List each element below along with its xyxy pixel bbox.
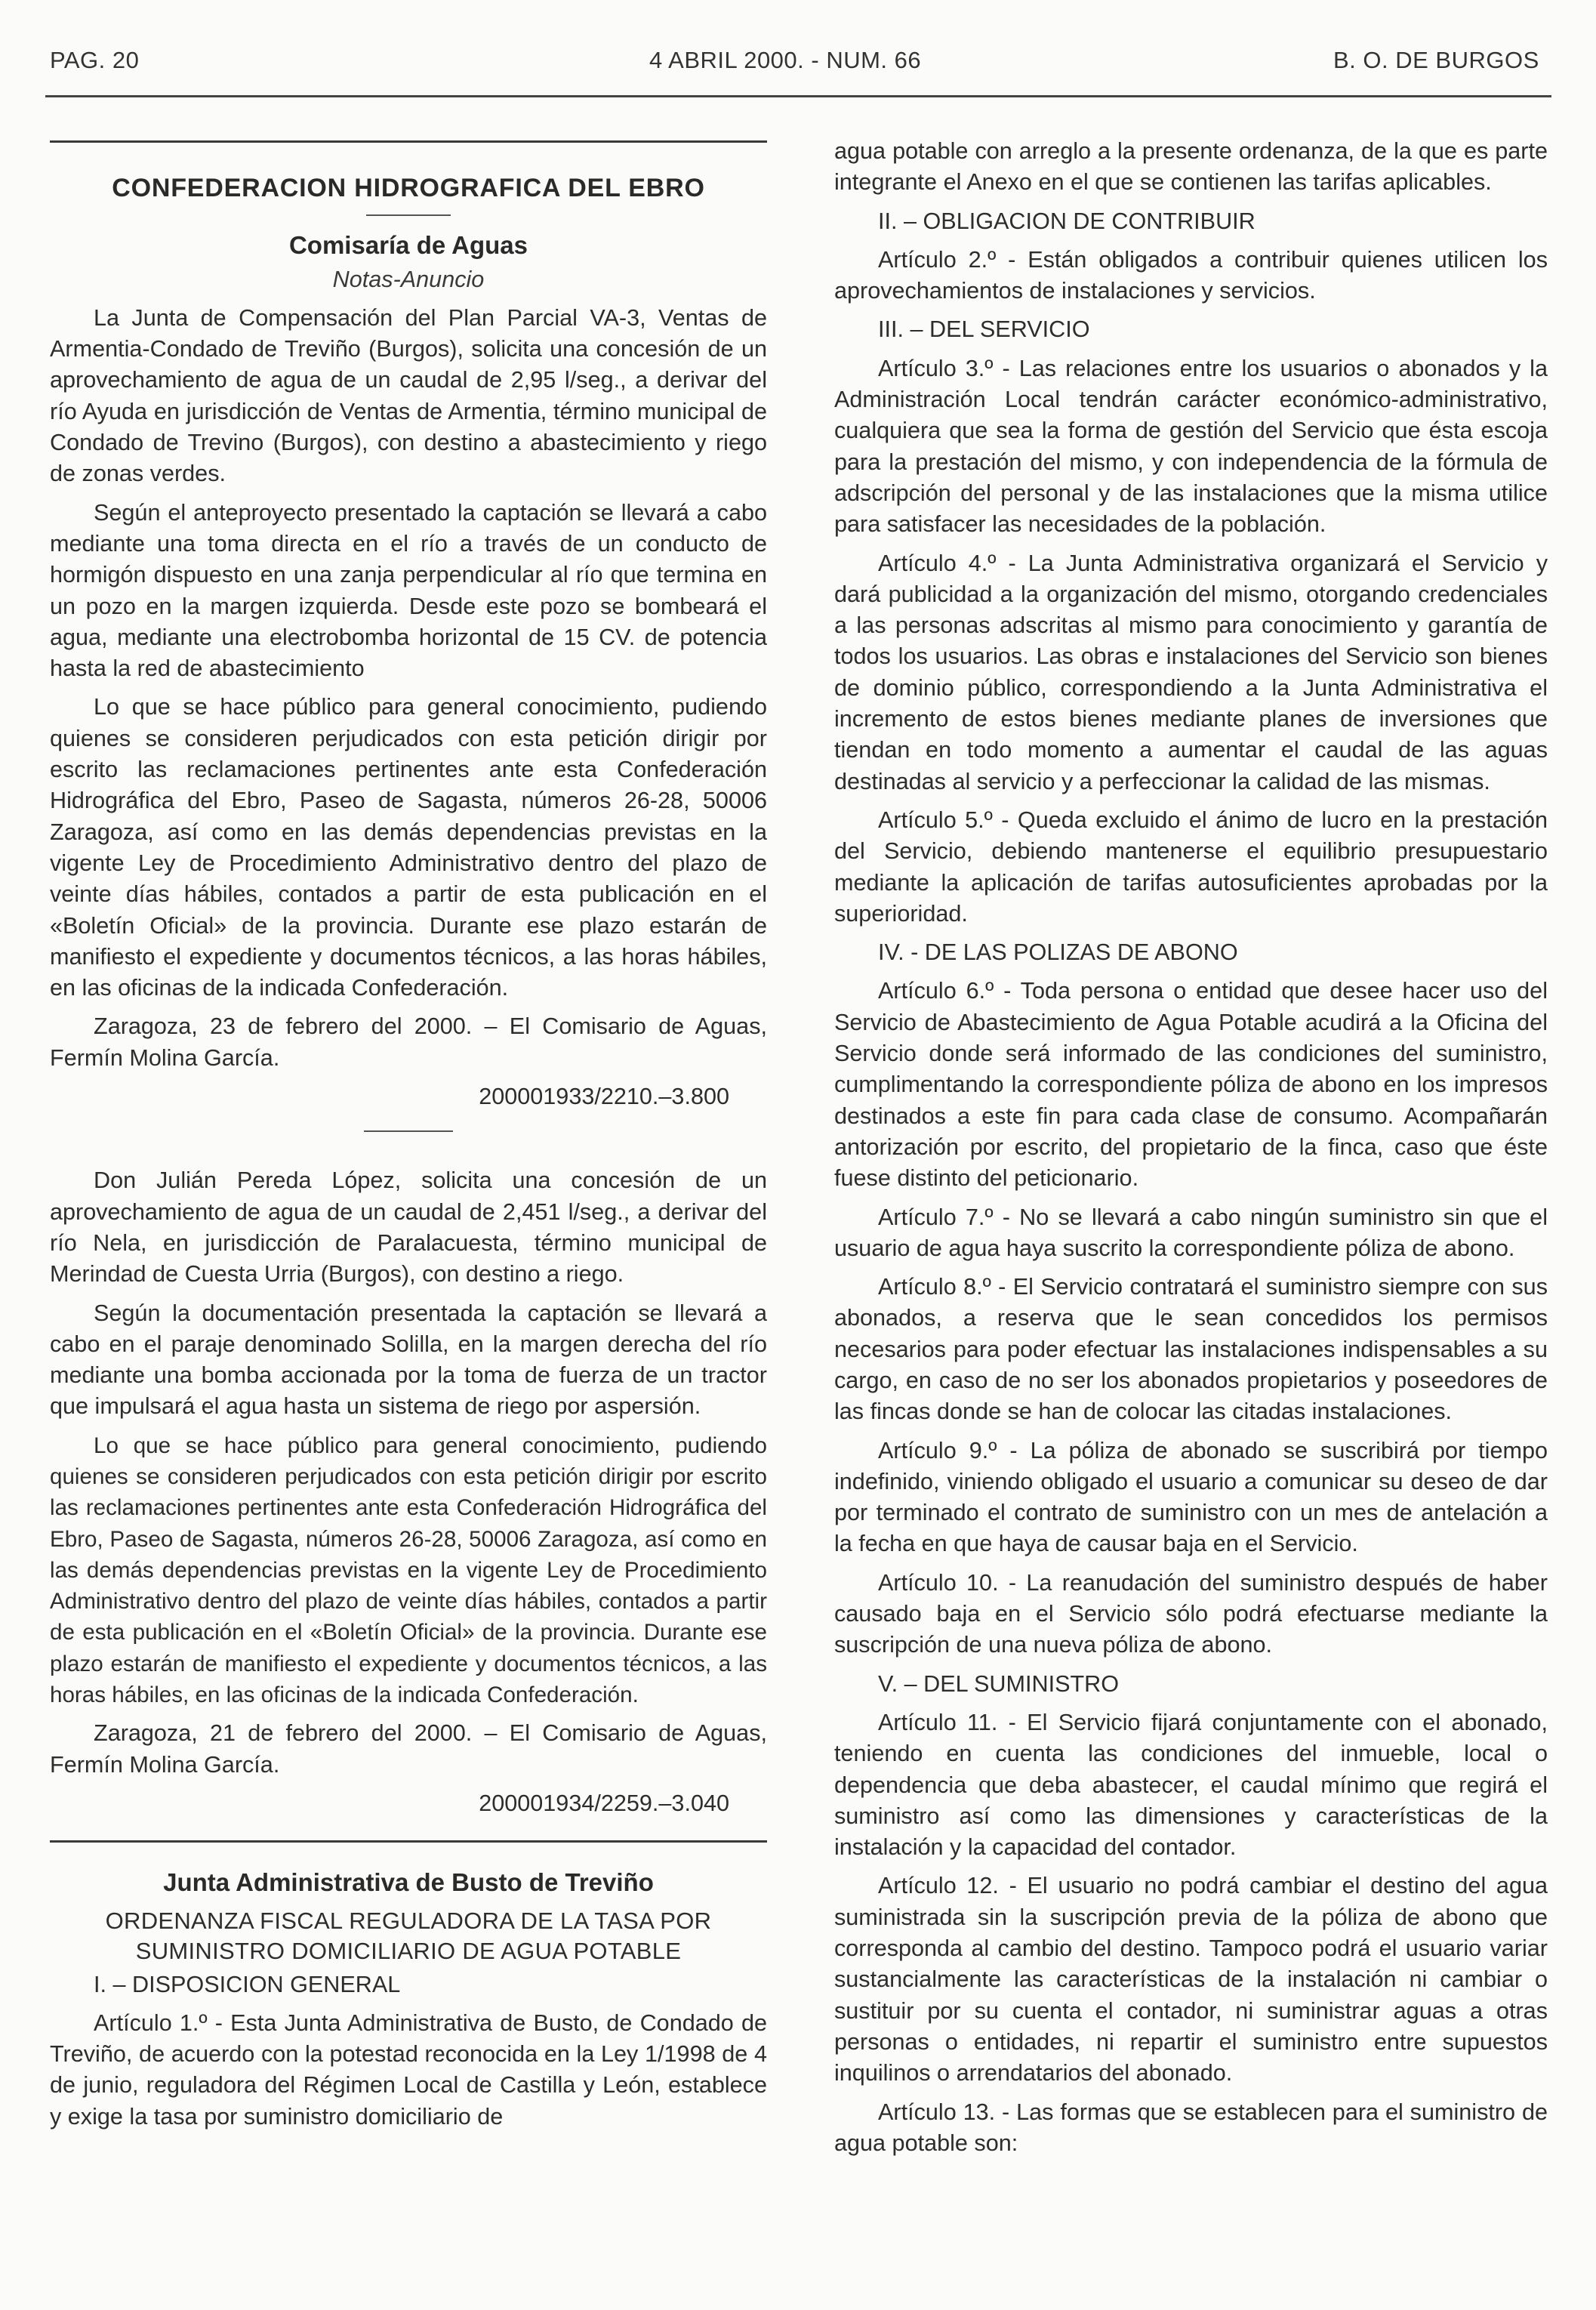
org-title-junta: Junta Administrativa de Busto de Treviño: [163, 1868, 654, 1897]
section-heading: I. – DISPOSICION GENERAL: [94, 1971, 401, 1997]
paragraph: Según la documentación presentada la captación se llevará a cabo en el paraje denominado Solilla, en la margen derecha del río mediante una bomba accionada por la toma de fuerza de un tractor que impulsará el agua hasta un sistema de riego por aspersión.: [50, 1300, 767, 1420]
department-title: Comisaría de Aguas: [288, 231, 528, 260]
article-2: Artículo 2.º - Están obligados a contribuir quienes utilicen los aprovechamientos de instalaciones y servicios.: [834, 246, 1548, 304]
section-heading: V. – DEL SUMINISTRO: [878, 1670, 1120, 1697]
paragraph: La Junta de Compensación del Plan Parcial VA-3, Ventas de Armentia-Condado de Treviño (Burgos), solicita una concesión de un aprovechamiento de agua de un caudal de 2,95 l/seg., a derivar del río Ayuda en jurisdicción de Ventas de Armentia, término municipal de Condado de Trevino (Burgos), con destino a abastecimiento y riego de zonas verdes.: [50, 304, 767, 487]
article-12: Artículo 12. - El usuario no podrá cambiar el destino del agua suministrada sin la suscripción previa de la póliza de abono que corresponda al cambio del destino. Tampoco podrá el usuario variar sustancialmente las características de la instalación ni cambiar o sustituir por su cuenta el contador, ni suministrar aguas a otras personas o entidades, ni repartir el suministro entre supuestos inquilinos o arrendatarios del abonado.: [834, 1873, 1548, 2086]
notice-label: Notas-Anuncio: [332, 266, 485, 292]
left-column: [50, 121, 767, 2140]
paragraph: Lo que se hace público para general conocimiento, pudiendo quienes se consideren perjudicados con esta petición dirigir por escrito las reclamaciones pertinentes ante esta Confederación Hidrográfica del Ebro, Paseo de Sagasta, números 26-28, 50006 Zaragoza, así como en las demás dependencias previstas en la vigente Ley de Procedimiento Administrativo dentro del plazo de veinte días hábiles, contados a partir de esta publicación en el «Boletín Oficial» de la provincia. Durante ese plazo estarán de manifiesto el expediente y documentos técnicos, a las horas hábiles, en las oficinas de la indicada Confederación.: [50, 1433, 767, 1708]
article-6: Artículo 6.º - Toda persona o entidad que desee hacer uso del Servicio de Abastecimiento de Agua Potable acudirá a la Oficina del Servicio donde será informado de las condiciones del suministro, cumplimentando la correspondiente póliza de abono en los impresos destinados a este fin para cada clase de consumo. Acompañarán antorización por escrito, del propietario de la finca, caso que éste fuese distinto del peticionario.: [834, 978, 1548, 1192]
article-3: Artículo 3.º - Las relaciones entre los usuarios o abonados y la Administración Local tendrán carácter económico-administrativo, cualquiera que sea la forma de gestión del Servicio que ésta escoja para la prestación del mismo, y con independencia de la fórmula de adscripción del personal y de las instalaciones que la misma utilice para satisfacer las necesidades de la población.: [834, 355, 1548, 538]
article-8: Artículo 8.º - El Servicio contratará el suministro siempre con sus abonados, a reserva que le sean concedidos los permisos necesarios para poder efectuar las instalaciones indispensables a su cargo, en caso de no ser los abonados propietarios y poseedores de las fincas donde se han de colocar las citadas instalaciones.: [834, 1274, 1548, 1425]
article-10: Artículo 10. - La reanudación del suministro después de haber causado baja en el Servicio sólo podrá efectuarse mediante la suscripción de una nueva póliza de abono.: [834, 1569, 1548, 1658]
ordinance-title: ORDENANZA FISCAL REGULADORA DE LA TASA POR SUMINISTRO DOMICILIARIO DE AGUA POTABLE: [105, 1907, 712, 1964]
paragraph: Según el anteproyecto presentado la captación se llevará a cabo mediante una toma directa en el río a través de un conducto de hormigón dispuesto en una zanja perpendicular al río que termina en un pozo en la margen izquierda. Desde este pozo se bombeará el agua, mediante una electrobomba horizontal de 15 CV. de potencia hasta la red de abastecimiento: [50, 499, 767, 682]
issue-date-number: 4 ABRIL 2000. - NUM. 66: [649, 47, 922, 73]
article-7: Artículo 7.º - No se llevará a cabo ningún suministro sin que el usuario de agua haya suscrito la correspondiente póliza de abono.: [834, 1204, 1548, 1261]
article-9: Artículo 9.º - La póliza de abonado se suscribirá por tiempo indefinido, viniendo obligado el usuario a comunicar su deseo de dar por terminado el contrato de suministro con un mes de antelación a la fecha en que haya de causar baja en el Servicio.: [834, 1437, 1548, 1557]
article-13: Artículo 13. - Las formas que se establecen para el suministro de agua potable son:: [834, 2099, 1548, 2156]
signature-paragraph: Zaragoza, 21 de febrero del 2000. – El Comisario de Aguas, Fermín Molina García.: [50, 1720, 767, 1778]
article-1: Artículo 1.º - Esta Junta Administrativa de Busto, de Condado de Treviño, de acuerdo con la potestad reconocida en la Ley 1/1998 de 4 de junio, reguladora del Régimen Local de Castilla y León, establece y exige la tasa por suministro domiciliario de: [50, 2009, 767, 2130]
reference-number: 200001934/2259.–3.040: [479, 1790, 729, 1816]
section-heading: II. – OBLIGACION DE CONTRIBUIR: [878, 208, 1256, 234]
paragraph: Lo que se hace público para general conocimiento, pudiendo quienes se consideren perjudicados con esta petición dirigir por escrito las reclamaciones pertinentes ante esta Confederación Hidrográfica del Ebro, Paseo de Sagasta, números 26-28, 50006 Zaragoza, así como en las demás dependencias previstas en la vigente Ley de Procedimiento Administrativo dentro del plazo de veinte días hábiles, contados a partir de esta publicación en el «Boletín Oficial» de la provincia. Durante ese plazo estarán de manifiesto el expediente y documentos técnicos, a las horas hábiles, en las oficinas de la indicada Confederación.: [50, 694, 767, 1001]
page-number: PAG. 20: [50, 47, 140, 73]
section-heading: IV. - DE LAS POLIZAS DE ABONO: [878, 939, 1238, 966]
article-11: Artículo 11. - El Servicio fijará conjuntamente con el abonado, teniendo en cuenta las condiciones del inmueble, local o dependencia que deba abastecer, el caudal mínimo que regirá el suministro así como las dimensiones y características de la instalación y la capacidad del contador.: [834, 1709, 1548, 1861]
reference-number: 200001933/2210.–3.800: [479, 1084, 729, 1110]
org-title-confederacion: CONFEDERACION HIDROGRAFICA DEL EBRO: [112, 174, 705, 202]
section-rule: [50, 140, 767, 143]
article-4: Artículo 4.º - La Junta Administrativa organizará el Servicio y dará publicidad a la organización del mismo, otorgando credenciales a las personas adscritas al mismo para conocimiento y garantía de todos los usuarios. Las obras e instalaciones del Servicio son bienes de dominio público, correspondiendo a la Junta Administrativa el incremento de estos bienes mediante planes de inversiones que tiendan en todo momento a aumentar el caudal de las aguas destinadas al servicio y a perfeccionar la calidad de las mismas.: [834, 550, 1548, 794]
article-5: Artículo 5.º - Queda excluido el ánimo de lucro en la prestación del Servicio, debiendo mantenerse el equilibrio presupuestario mediante la aplicación de tarifas autosuficientes aprobadas por la superioridad.: [834, 806, 1548, 927]
bulletin-name: B. O. DE BURGOS: [1333, 47, 1539, 73]
short-divider: [364, 1130, 453, 1132]
header-rule: [45, 95, 1551, 97]
paragraph: Don Julián Pereda López, solicita una concesión de un aprovechamiento de agua de un caudal de 2,451 l/seg., a derivar del río Nela, en jurisdicción de Paralacuesta, término municipal de Merindad de Cuesta Urria (Burgos), con destino a riego.: [50, 1167, 767, 1288]
short-divider: [366, 214, 451, 216]
right-column: [834, 136, 1548, 2167]
paragraph: agua potable con arreglo a la presente ordenanza, de la que es parte integrante el Anexo en el que se contienen las tarifas aplicables.: [834, 138, 1548, 196]
section-rule: [50, 1840, 767, 1843]
section-heading: III. – DEL SERVICIO: [878, 316, 1090, 343]
signature-paragraph: Zaragoza, 23 de febrero del 2000. – El Comisario de Aguas, Fermín Molina García.: [50, 1013, 767, 1071]
